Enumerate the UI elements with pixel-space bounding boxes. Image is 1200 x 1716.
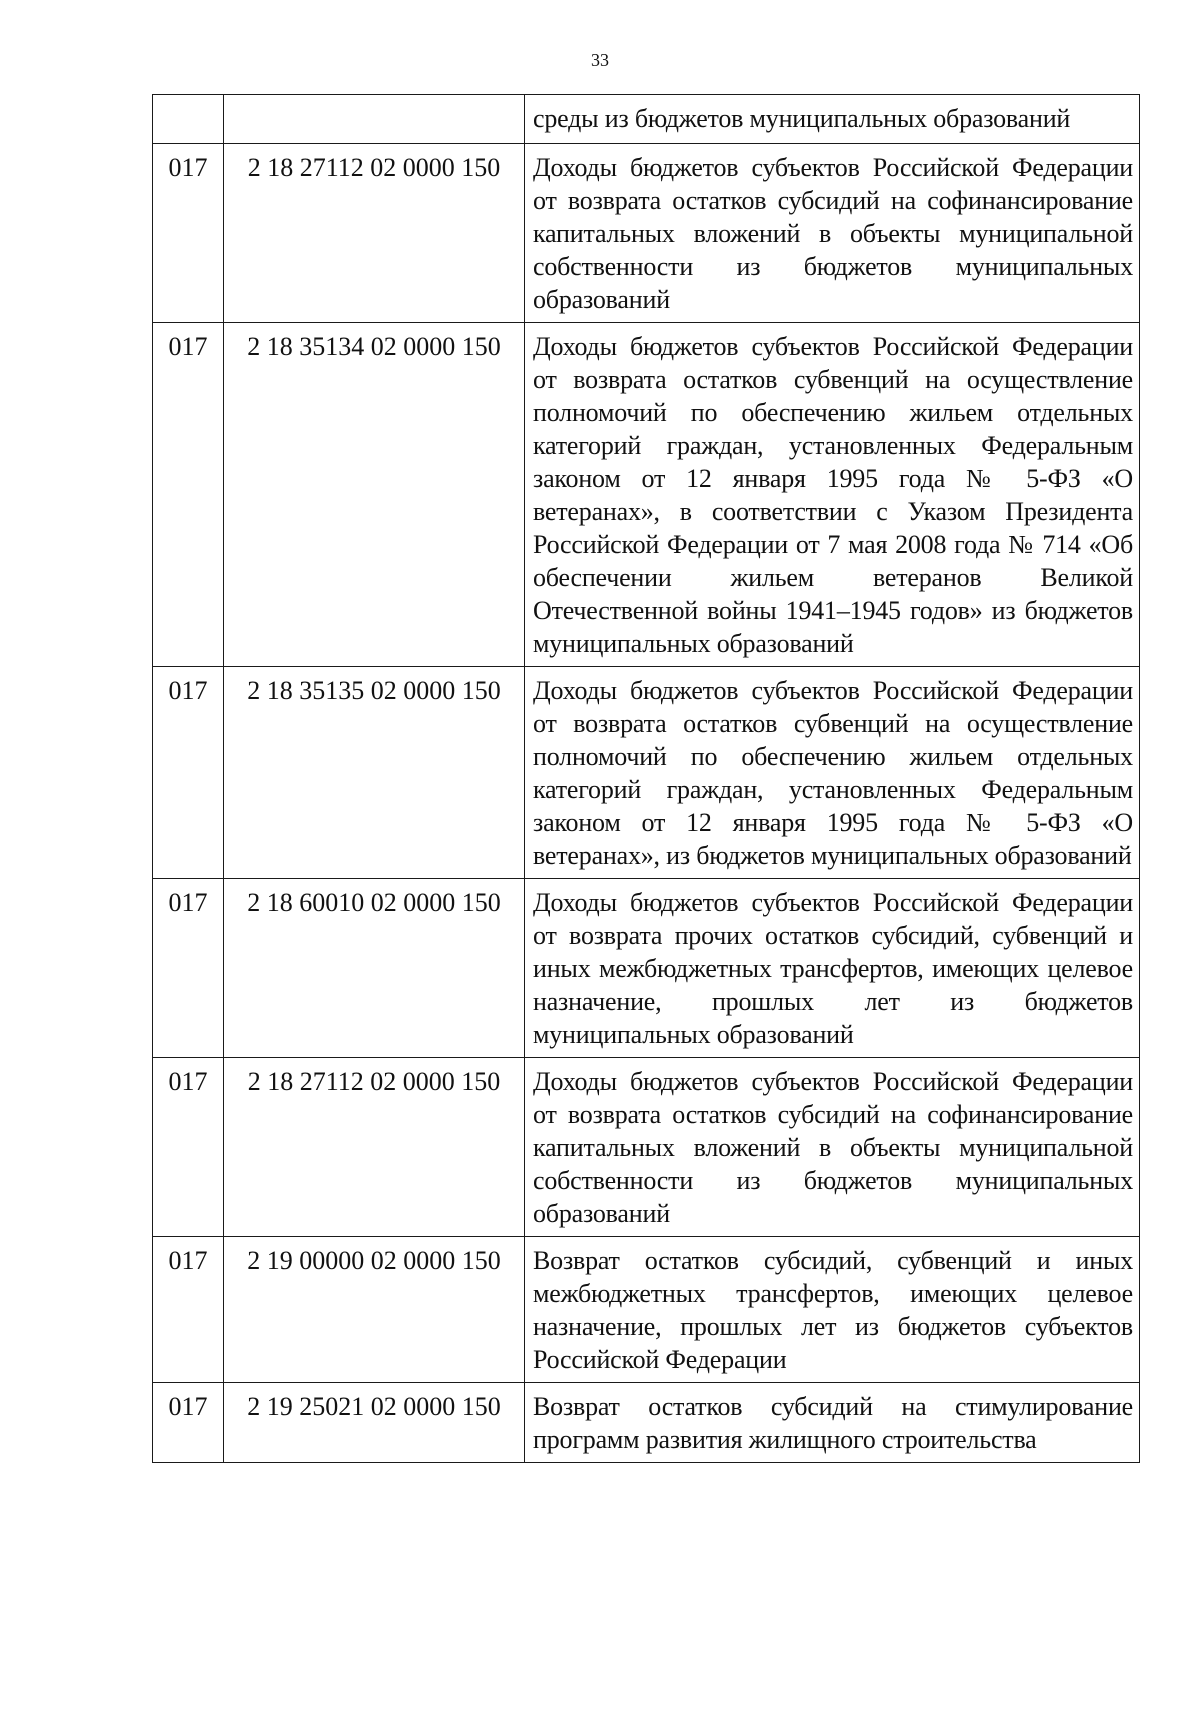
admin-code-cell: 017 bbox=[153, 667, 224, 879]
budget-code-cell: 2 18 35134 02 0000 150 bbox=[224, 323, 525, 667]
budget-code-cell: 2 19 00000 02 0000 150 bbox=[224, 1237, 525, 1383]
page-number: 33 bbox=[591, 50, 609, 70]
table-row bbox=[153, 144, 1140, 323]
description-cell: среды из бюджетов муниципальных образований bbox=[525, 95, 1140, 144]
budget-code-cell: 2 18 27112 02 0000 150 bbox=[224, 144, 525, 323]
budget-code-cell: 2 18 27112 02 0000 150 bbox=[224, 1058, 525, 1237]
admin-code-cell: 017 bbox=[153, 323, 224, 667]
admin-code-cell: 017 bbox=[153, 879, 224, 1058]
description-cell: Возврат остатков субсидий, субвенций и иных межбюджетных трансфертов, имеющих целевое назначение, прошлых лет из бюджетов субъектов Российской Федерации bbox=[525, 1237, 1140, 1383]
budget-codes-table bbox=[152, 94, 1140, 1463]
description-cell: Доходы бюджетов субъектов Российской Федерации от возврата прочих остатков субсидий, субвенций и иных межбюджетных трансфертов, имеющих целевое назначение, прошлых лет из бюджетов муниципальных образований bbox=[525, 879, 1140, 1058]
budget-code-cell: 2 19 25021 02 0000 150 bbox=[224, 1383, 525, 1463]
table-row bbox=[153, 95, 1140, 144]
table-row bbox=[153, 879, 1140, 1058]
admin-code-cell: 017 bbox=[153, 1383, 224, 1463]
table-row bbox=[153, 1383, 1140, 1463]
description-cell: Доходы бюджетов субъектов Российской Федерации от возврата остатков субвенций на осуществление полномочий по обеспечению жильем отдельных категорий граждан, установленных Федеральным законом от 12 января 1995 года № 5-ФЗ «О ветеранах», из бюджетов муниципальных образований bbox=[525, 667, 1140, 879]
admin-code-cell: 017 bbox=[153, 1058, 224, 1237]
budget-code-cell: 2 18 60010 02 0000 150 bbox=[224, 879, 525, 1058]
budget-code-cell: 2 18 35135 02 0000 150 bbox=[224, 667, 525, 879]
admin-code-cell bbox=[153, 95, 224, 144]
admin-code-cell: 017 bbox=[153, 1237, 224, 1383]
description-cell: Возврат остатков субсидий на стимулирование программ развития жилищного строительства bbox=[525, 1383, 1140, 1463]
table-row bbox=[153, 1237, 1140, 1383]
description-cell: Доходы бюджетов субъектов Российской Федерации от возврата остатков субвенций на осуществление полномочий по обеспечению жильем отдельных категорий граждан, установленных Федеральным законом от 12 января 1995 года № 5-ФЗ «О ветеранах», в соответствии с Указом Президента Российской Федерации от 7 мая 2008 года № 714 «Об обеспечении жильем ветеранов Великой Отечественной войны 1941–1945 годов» из бюджетов муниципальных образований bbox=[525, 323, 1140, 667]
description-cell: Доходы бюджетов субъектов Российской Федерации от возврата остатков субсидий на софинансирование капитальных вложений в объекты муниципальной собственности из бюджетов муниципальных образований bbox=[525, 144, 1140, 323]
table-row bbox=[153, 323, 1140, 667]
table-row bbox=[153, 667, 1140, 879]
budget-code-cell bbox=[224, 95, 525, 144]
admin-code-cell: 017 bbox=[153, 144, 224, 323]
description-cell: Доходы бюджетов субъектов Российской Федерации от возврата остатков субсидий на софинансирование капитальных вложений в объекты муниципальной собственности из бюджетов муниципальных образований bbox=[525, 1058, 1140, 1237]
table-row bbox=[153, 1058, 1140, 1237]
